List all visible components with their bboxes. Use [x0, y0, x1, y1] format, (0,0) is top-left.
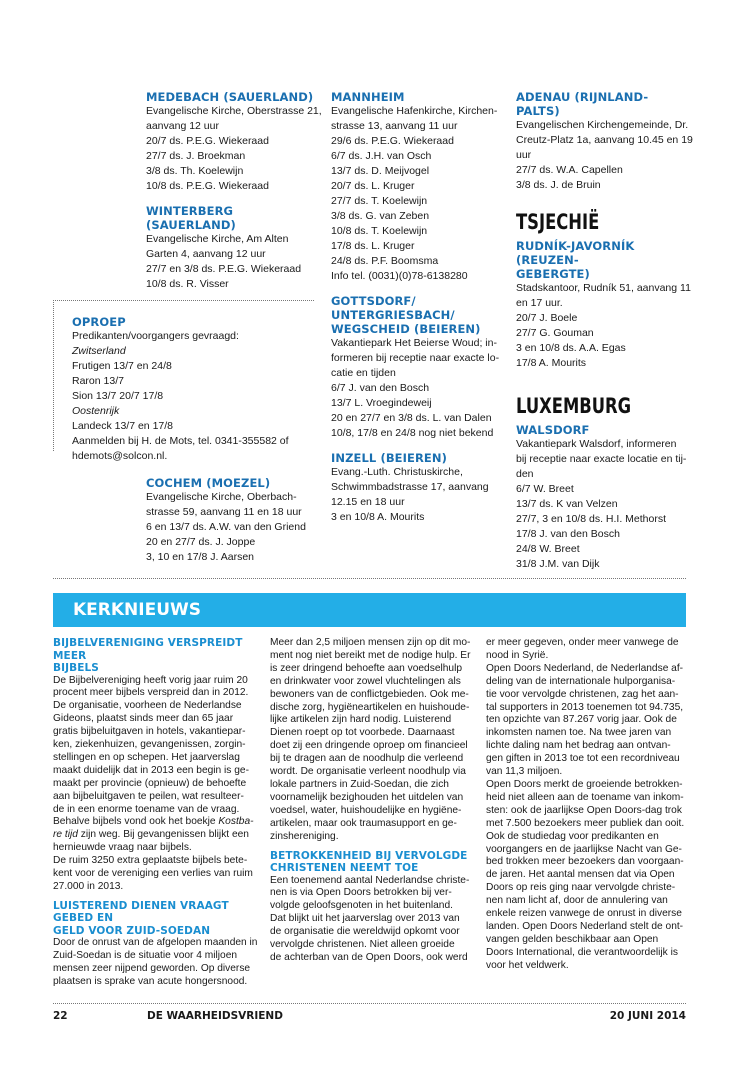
text-line: ken, ziekenhuizen, gevangenissen, zorgin- — [53, 739, 246, 751]
text-line: maakt per provincie (opnieuw) de behoefte — [53, 777, 247, 789]
text-line: Dat blijkt uit het jaarverslag over 2013 van — [270, 913, 460, 925]
news-heading: BIJBELS — [53, 662, 99, 674]
text-line: 27/7 G. Gouman — [516, 327, 594, 339]
text-line: Predikanten/voorgangers gevraagd: — [72, 330, 239, 342]
text-line: 6/7 W. Breet — [516, 483, 574, 495]
issue-date: 20 JUNI 2014 — [609, 1010, 686, 1022]
text-line: nen is via Open Doors betrokken bij ver- — [270, 887, 452, 899]
heading-gottsdorf: WEGSCHEID (BEIEREN) — [331, 322, 481, 336]
heading-walsdorf: WALSDORF — [516, 423, 590, 437]
footer-divider — [53, 1003, 686, 1004]
text-line: Dienen roept op tot voorbede. Daarnaast — [270, 727, 455, 739]
text-line: gen giften in 2013 toe tot een recordniveau — [486, 753, 680, 765]
heading-winterberg: WINTERBERG (SAUERLAND) — [146, 204, 236, 232]
text-run: zijn weg. Bij gevangenissen blijkt een — [77, 829, 249, 841]
text-line: gratis bijbeluitgaven in hotels, vakantiepar- — [53, 726, 246, 738]
news-column-3 — [486, 637, 691, 973]
text-line: wordt. De organisatie verleent noodhulp via — [270, 766, 466, 778]
text-line: strasse 59, aanvang 11 en 18 uur — [146, 506, 302, 518]
kerknieuws-title: KERKNIEUWS — [73, 600, 202, 620]
text-line: heid niet alleen aan de toename van inkom- — [486, 791, 684, 803]
text-line: bewoners van de conflictgebieden. Ook me- — [270, 688, 469, 700]
text-line: De Bijbelvereniging heeft vorig jaar ruim 20 — [53, 674, 248, 686]
text-line: voornamelijk bezighouden het uitdelen van — [270, 791, 464, 803]
text-line: Evangelische Kirche, Am Alten — [146, 233, 289, 245]
book-title: Kostba- — [218, 816, 254, 828]
text-line: 6/7 ds. J.H. van Osch — [331, 150, 432, 162]
text-line: 20 en 27/7 en 3/8 ds. L. van Dalen — [331, 412, 492, 424]
text-line: 3/8 ds. G. van Zeben — [331, 210, 430, 222]
heading-adenau: ADENAU (RIJNLAND-PALTS) — [516, 90, 649, 118]
text-line: inkomsten namen toe. Na twee jaren van — [486, 727, 672, 739]
text-line: 17/8 ds. L. Kruger — [331, 240, 415, 252]
column-2 — [331, 90, 506, 525]
text-line: den — [516, 468, 534, 480]
text-line: hdemots@solcon.nl. — [72, 450, 168, 462]
news-column-2 — [270, 637, 475, 965]
text-line: 12.15 en 18 uur — [331, 496, 405, 508]
column-3 — [516, 90, 691, 572]
publication-name: DE WAARHEIDSVRIEND — [147, 1010, 283, 1022]
text-line: Evangelischen Kirchengemeinde, Dr. — [516, 119, 689, 131]
text-line: 31/8 J.M. van Dijk — [516, 558, 600, 570]
text-line: artikelen, maar ook traumasupport en ge- — [270, 817, 457, 829]
text-line: de achterban van de Open Doors, ook werd — [270, 951, 468, 963]
text-line: Doors International, die verantwoordelijk is — [486, 946, 678, 958]
text-line: Schwimmbadstrasse 17, aanvang — [331, 481, 489, 493]
column-1-bottom — [146, 476, 321, 565]
text-line: dische zorg, hygiëneartikelen en huishoude- — [270, 701, 470, 713]
text-line: voor het veldwerk. — [486, 959, 569, 971]
text-line: de in een enorme toename van de vraag. — [53, 803, 240, 815]
news-column-1 — [53, 637, 258, 989]
text-line: bij receptie naar exacte locatie en tij- — [516, 453, 687, 465]
text-line: bij te dragen aan de noodhulp die verleend — [270, 753, 464, 765]
text-line: doet zij een dringende oproep om financieel — [270, 740, 468, 752]
heading-rudnik: RUDNÍK-JAVORNÍK (REUZEN- — [516, 239, 635, 267]
text-line: 3/8 ds. Th. Koelewijn — [146, 165, 244, 177]
text-line: Raron 13/7 — [72, 375, 124, 387]
text-line: zinshereniging. — [270, 830, 339, 842]
text-line: 6/7 J. van den Bosch — [331, 382, 430, 394]
country-heading-luxemburg: LUXEMBURG — [516, 394, 632, 418]
news-heading: CHRISTENEN NEEMT TOE — [270, 862, 419, 874]
heading-gottsdorf: GOTTSDORF/ UNTERGRIESBACH/ — [331, 294, 455, 322]
text-line: 3/8 ds. J. de Bruin — [516, 179, 601, 191]
text-line: 3, 10 en 17/8 J. Aarsen — [146, 551, 254, 563]
text-line: Open Doors Nederland, de Nederlandse af- — [486, 662, 684, 674]
text-line: mensen zeer nijpend geworden. Op diverse — [53, 963, 251, 975]
text-line: vervolgde christenen. Niet alleen groeide — [270, 939, 455, 951]
heading-inzell: INZELL (BEIEREN) — [331, 451, 447, 465]
text-line: Meer dan 2,5 miljoen mensen zijn op dit mo- — [270, 637, 471, 648]
text-line — [53, 816, 258, 829]
text-line: er meer gegeven, onder meer vanwege de — [486, 637, 679, 648]
text-line: voedsel, water, huishoudelijke en hygiëne- — [270, 804, 462, 816]
text-line: tal supporters in 2013 toenemen tot 94.735, — [486, 701, 684, 713]
text-line: hernieuwde vraag naar bijbels. — [53, 842, 192, 854]
text-line: deling van de internationale hulporganisa- — [486, 675, 676, 687]
text-line: nood in Syrië. — [486, 649, 549, 661]
text-line: Gideons, plaatst sinds meer dan 65 jaar — [53, 713, 234, 725]
text-line: ten opzichte van 87.267 vorig jaar. Ook de — [486, 714, 677, 726]
text-line: bed trokken meer bezoekers dan voorgaan- — [486, 856, 684, 868]
news-heading: GELD VOOR ZUID-SOEDAN — [53, 924, 211, 937]
heading-cochem: COCHEM (MOEZEL) — [146, 476, 271, 490]
text-line: ment nog niet bereikt met de nodige hulp. Er — [270, 649, 471, 661]
region-label: Oostenrijk — [72, 405, 120, 417]
text-line: Vakantiepark Walsdorf, informeren — [516, 438, 677, 450]
text-line: Open Doors merkt de groeiende betrokken- — [486, 778, 683, 790]
text-line: 27/7 ds. J. Broekman — [146, 150, 246, 162]
heading-oproep: OPROEP — [72, 315, 126, 329]
text-line: Stadskantoor, Rudník 51, aanvang 11 — [516, 282, 691, 294]
text-line: volgde geloofsgenoten in het buitenland. — [270, 900, 453, 912]
text-line: Aanmelden bij H. de Mots, tel. 0341-355582 of — [72, 435, 289, 447]
kerknieuws-banner — [53, 593, 686, 627]
text-line: lichte daling nam het bedrag aan ontvan- — [486, 740, 671, 752]
text-line: nen nam licht af, door de annulering van — [486, 895, 668, 907]
text-line: kent voor de vereniging een verlies van ruim — [53, 868, 253, 880]
oproep-content — [72, 315, 312, 464]
text-line: van 11,3 miljoen. — [486, 766, 563, 778]
text-line: vangen gelden beschikbaar aan Open — [486, 933, 659, 945]
text-line: 3 en 10/8 A. Mourits — [331, 511, 425, 523]
text-line: Garten 4, aanvang 12 uur — [146, 248, 266, 260]
text-line: Frutigen 13/7 en 24/8 — [72, 360, 172, 372]
news-heading: LUISTEREND DIENEN VRAAGT GEBED EN — [53, 899, 229, 925]
text-line: procent meer bijbels verspreid dan in 2012. — [53, 687, 249, 699]
text-line: Ook de studiedag voor predikanten en — [486, 830, 659, 842]
text-line — [53, 829, 258, 842]
text-line: 27/7 en 3/8 ds. P.E.G. Wiekeraad — [146, 263, 302, 275]
text-line: sten: ook de jaarlijkse Open Doors-dag trok — [486, 804, 682, 816]
text-line: 13/7 ds. K van Velzen — [516, 498, 618, 510]
section-divider — [53, 578, 686, 579]
text-line: Evang.-Luth. Christuskirche, — [331, 466, 463, 478]
heading-medebach: MEDEBACH (SAUERLAND) — [146, 90, 314, 104]
text-line: de jaren. Het aantal mensen dat via Open — [486, 869, 675, 881]
text-line: 13/7 ds. D. Meijvogel — [331, 165, 430, 177]
text-line: 24/8 ds. P.F. Boomsma — [331, 255, 439, 267]
text-line: 27/7 ds. W.A. Capellen — [516, 164, 623, 176]
book-title: re tijd — [53, 829, 78, 841]
text-line: 10/8, 17/8 en 24/8 nog niet bekend — [331, 427, 494, 439]
text-line: aan bijbeluitgaven te peilen, wat resulteer- — [53, 790, 244, 802]
text-line: Evangelische Kirche, Oberstrasse 21, — [146, 105, 322, 117]
text-line: lokale partners in Zuid-Soedan, die zich — [270, 778, 449, 790]
text-line: 10/8 ds. R. Visser — [146, 278, 229, 290]
text-line: tie voor vervolgde christenen, zag het aan- — [486, 688, 679, 700]
text-line: 20 en 27/7 ds. J. Joppe — [146, 536, 256, 548]
text-line: strasse 13, aanvang 11 uur — [331, 120, 458, 132]
text-line: Info tel. (0031)(0)78-6138280 — [331, 270, 468, 282]
text-line: 6 en 13/7 ds. A.W. van den Griend — [146, 521, 306, 533]
text-line: 3 en 10/8 ds. A.A. Egas — [516, 342, 626, 354]
text-line: 13/7 L. Vroegindeweij — [331, 397, 432, 409]
news-heading: BIJBELVERENIGING VERSPREIDT MEER — [53, 637, 243, 662]
text-line: Creutz-Platz 1a, aanvang 10.45 en 19 — [516, 134, 693, 146]
text-line: Zuid-Soedan is de situatie voor 4 miljoen — [53, 950, 238, 962]
text-line: 17/8 J. van den Bosch — [516, 528, 620, 540]
text-line: 27/7, 3 en 10/8 ds. H.I. Methorst — [516, 513, 666, 525]
text-line: en 17 uur. — [516, 297, 563, 309]
text-line: stellingen en op schepen. Het jaarverslag — [53, 751, 240, 763]
text-line: catie en tijden — [331, 367, 396, 379]
heading-mannheim: MANNHEIM — [331, 90, 405, 104]
text-line: enkele reizen vanwege de onrust in diverse — [486, 908, 682, 920]
text-line: uur — [516, 149, 532, 161]
text-line: Door de onrust van de afgelopen maanden in — [53, 937, 258, 949]
country-heading-tsjechie: TSJECHIË — [516, 210, 600, 234]
text-line: lijke artikelen zijn hard nodig. Luisterend — [270, 714, 452, 726]
page-number: 22 — [53, 1010, 68, 1022]
text-line: Doors op reis ging naar vervolgde christe- — [486, 882, 676, 894]
text-line: 10/8 ds. T. Koelewijn — [331, 225, 428, 237]
text-line: 20/7 ds. L. Kruger — [331, 180, 415, 192]
text-line: aanvang 12 uur — [146, 120, 219, 132]
text-line: de organisatie die wereldwijd opkomt voor — [270, 926, 460, 938]
text-line: De ruim 3250 extra geplaatste bijbels bete- — [53, 855, 248, 867]
text-line: 29/6 ds. P.E.G. Wiekeraad — [331, 135, 454, 147]
text-line: met 7.500 bezoekers meer publiek dan ooit. — [486, 817, 685, 829]
text-line: 24/8 W. Breet — [516, 543, 580, 555]
text-line: plaatsen is sprake van acute hongersnood. — [53, 976, 248, 988]
text-line: Vakantiepark Het Beierse Woud; in- — [331, 337, 497, 349]
text-line: voorgangers en de jaarlijkse Nacht van Ge- — [486, 843, 682, 855]
text-line: is zeer dringend behoefte aan voedselhulp — [270, 662, 463, 674]
text-line: maakt duidelijk dat in 2013 een begin is ge- — [53, 764, 249, 776]
text-line: De organisatie, voorheen de Nederlandse — [53, 700, 242, 712]
text-line: landen. Open Doors Nederland stelt de ont- — [486, 920, 684, 932]
text-line: 20/7 J. Boele — [516, 312, 578, 324]
text-line: Evangelische Kirche, Oberbach- — [146, 491, 297, 503]
text-line: Landeck 13/7 en 17/8 — [72, 420, 174, 432]
column-1 — [146, 90, 321, 292]
region-label: Zwitserland — [72, 345, 126, 357]
text-line: Een toenemend aantal Nederlandse christe- — [270, 874, 470, 886]
text-line: 20/7 ds. P.E.G. Wiekeraad — [146, 135, 269, 147]
text-line: formeren bij receptie naar exacte lo- — [331, 352, 500, 364]
text-line: Sion 13/7 20/7 17/8 — [72, 390, 164, 402]
heading-rudnik: GEBERGTE) — [516, 267, 590, 281]
text-line: 27/7 ds. T. Koelewijn — [331, 195, 428, 207]
text-line: Evangelische Hafenkirche, Kirchen- — [331, 105, 498, 117]
text-line: 17/8 A. Mourits — [516, 357, 587, 369]
news-heading: BETROKKENHEID BIJ VERVOLGDE — [270, 849, 468, 862]
text-line: 10/8 ds. P.E.G. Wiekeraad — [146, 180, 269, 192]
text-line: en drinkwater voor zowel vluchtelingen als — [270, 675, 461, 687]
text-line: 27.000 in 2013. — [53, 881, 124, 892]
text-run: Behalve bijbels vond ook het boekje — [53, 816, 219, 828]
